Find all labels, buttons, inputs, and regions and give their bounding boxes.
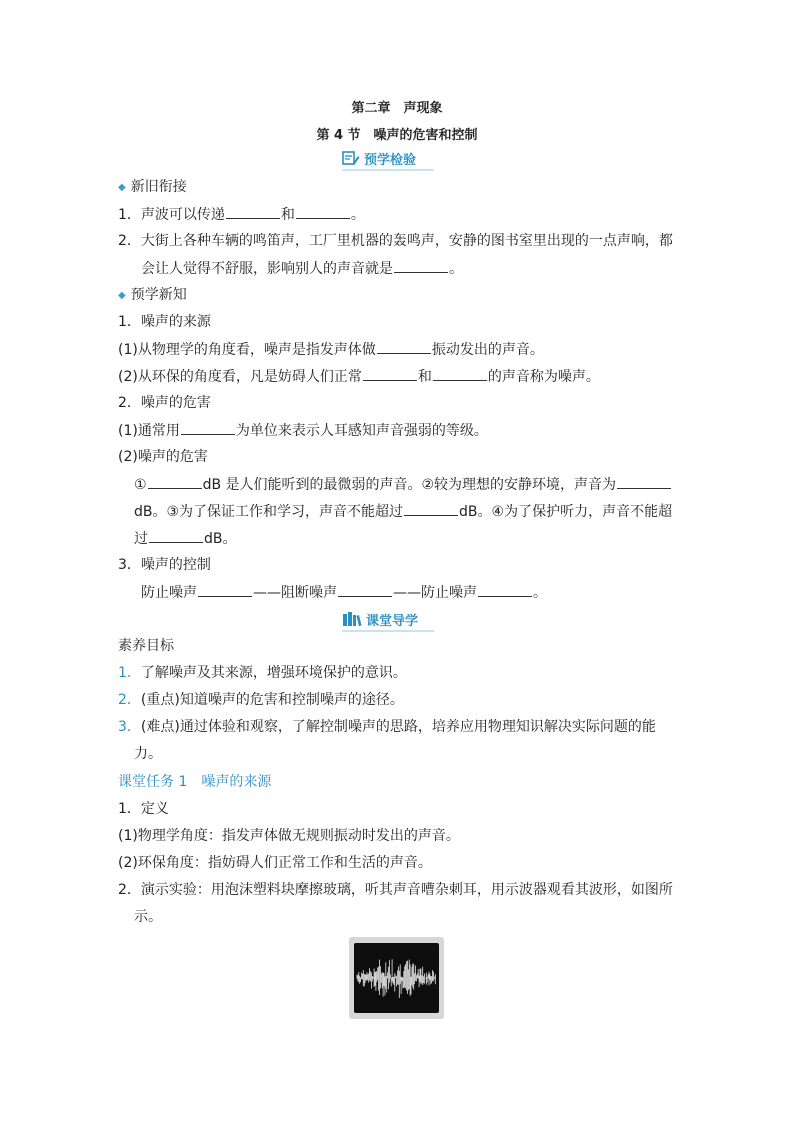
experiment-line2: 示。	[134, 909, 162, 925]
answer-blank[interactable]	[226, 204, 280, 219]
definition-physics: (1)物理学角度：指发声体做无规则振动时发出的声音。	[118, 828, 460, 844]
answer-blank[interactable]	[296, 204, 350, 219]
goal-3-line1: 3．(难点)通过体验和观察，了解控制噪声的思路，培养应用物理知识解决实际问题的能	[118, 719, 656, 735]
goal-2: 2．(重点)知道噪声的危害和控制噪声的途径。	[118, 692, 404, 708]
answer-blank[interactable]	[433, 366, 487, 381]
point-2d: dB。③为了保证工作和学习，声音不能超过 dB。④为了保护听力，声音不能超	[134, 501, 672, 522]
section-title: 第 4 节 噪声的危害和控制	[316, 128, 478, 143]
answer-blank[interactable]	[404, 501, 458, 516]
answer-blank[interactable]	[338, 582, 392, 597]
answer-blank[interactable]	[181, 420, 235, 435]
point-1: 1．噪声的来源	[118, 314, 211, 330]
diamond-icon: ◆	[118, 290, 126, 301]
answer-blank[interactable]	[363, 366, 417, 381]
point-1a: (1)从物理学的角度看，噪声是指发声体做 振动发出的声音。	[118, 339, 544, 360]
goals-title: 素养目标	[118, 638, 174, 654]
oscilloscope-screen	[354, 943, 439, 1013]
answer-blank[interactable]	[478, 582, 532, 597]
preview-banner-label: 预学检验	[364, 152, 417, 168]
point-2e: 过 dB。	[134, 528, 237, 549]
subheading-old-new: ◆ 新旧衔接	[118, 179, 187, 195]
answer-blank[interactable]	[198, 582, 252, 597]
diamond-icon: ◆	[118, 182, 126, 193]
answer-blank[interactable]	[377, 339, 431, 354]
point-3: 3．噪声的控制	[118, 557, 211, 573]
point-2a: (1)通常用 为单位来表示人耳感知声音强弱的等级。	[118, 420, 488, 441]
classroom-banner-label: 课堂导学	[366, 613, 419, 629]
answer-blank[interactable]	[149, 528, 203, 543]
noise-waveform	[354, 943, 439, 1013]
point-1b: (2)从环保的角度看，凡是妨碍人们正常 和 的声音称为噪声。	[118, 366, 600, 387]
point-2c: ① dB 是人们能听到的最微弱的声音。②较为理想的安静环境，声音为	[134, 474, 672, 495]
answer-blank[interactable]	[148, 474, 202, 489]
subheading-new-knowledge: ◆ 预学新知	[118, 287, 187, 303]
definition-environment: (2)环保角度：指妨碍人们正常工作和生活的声音。	[118, 855, 432, 871]
oscilloscope-figure	[349, 937, 444, 1019]
preview-banner	[342, 147, 434, 171]
question-2-line1: 2．大街上各种车辆的鸣笛声，工厂里机器的轰鸣声，安静的图书室里出现的一点声响，都	[118, 233, 673, 249]
task-1-heading: 课堂任务 1 噪声的来源	[118, 774, 272, 790]
point-3a: 防止噪声 ——阻断噪声 ——防止噪声 。	[141, 582, 547, 603]
experiment-line1: 2．演示实验：用泡沫塑料块摩擦玻璃，听其声音嘈杂刺耳，用示波器观看其波形，如图所	[118, 882, 673, 898]
books-icon	[342, 611, 362, 627]
classroom-banner	[342, 608, 434, 632]
goal-1: 1．了解噪声及其来源，增强环境保护的意识。	[118, 665, 407, 681]
definition-heading: 1．定义	[118, 801, 169, 817]
answer-blank[interactable]	[394, 258, 448, 273]
point-2b: (2)噪声的危害	[118, 449, 208, 465]
answer-blank[interactable]	[617, 474, 671, 489]
question-1: 1．声波可以传递 和 。	[118, 204, 365, 225]
goal-3-line2: 力。	[134, 746, 162, 762]
chapter-title: 第二章 声现象	[351, 101, 443, 116]
pencil-book-icon	[342, 150, 360, 166]
question-2-line2: 会让人觉得不舒服，影响别人的声音就是 。	[141, 258, 463, 279]
point-2: 2．噪声的危害	[118, 395, 211, 411]
